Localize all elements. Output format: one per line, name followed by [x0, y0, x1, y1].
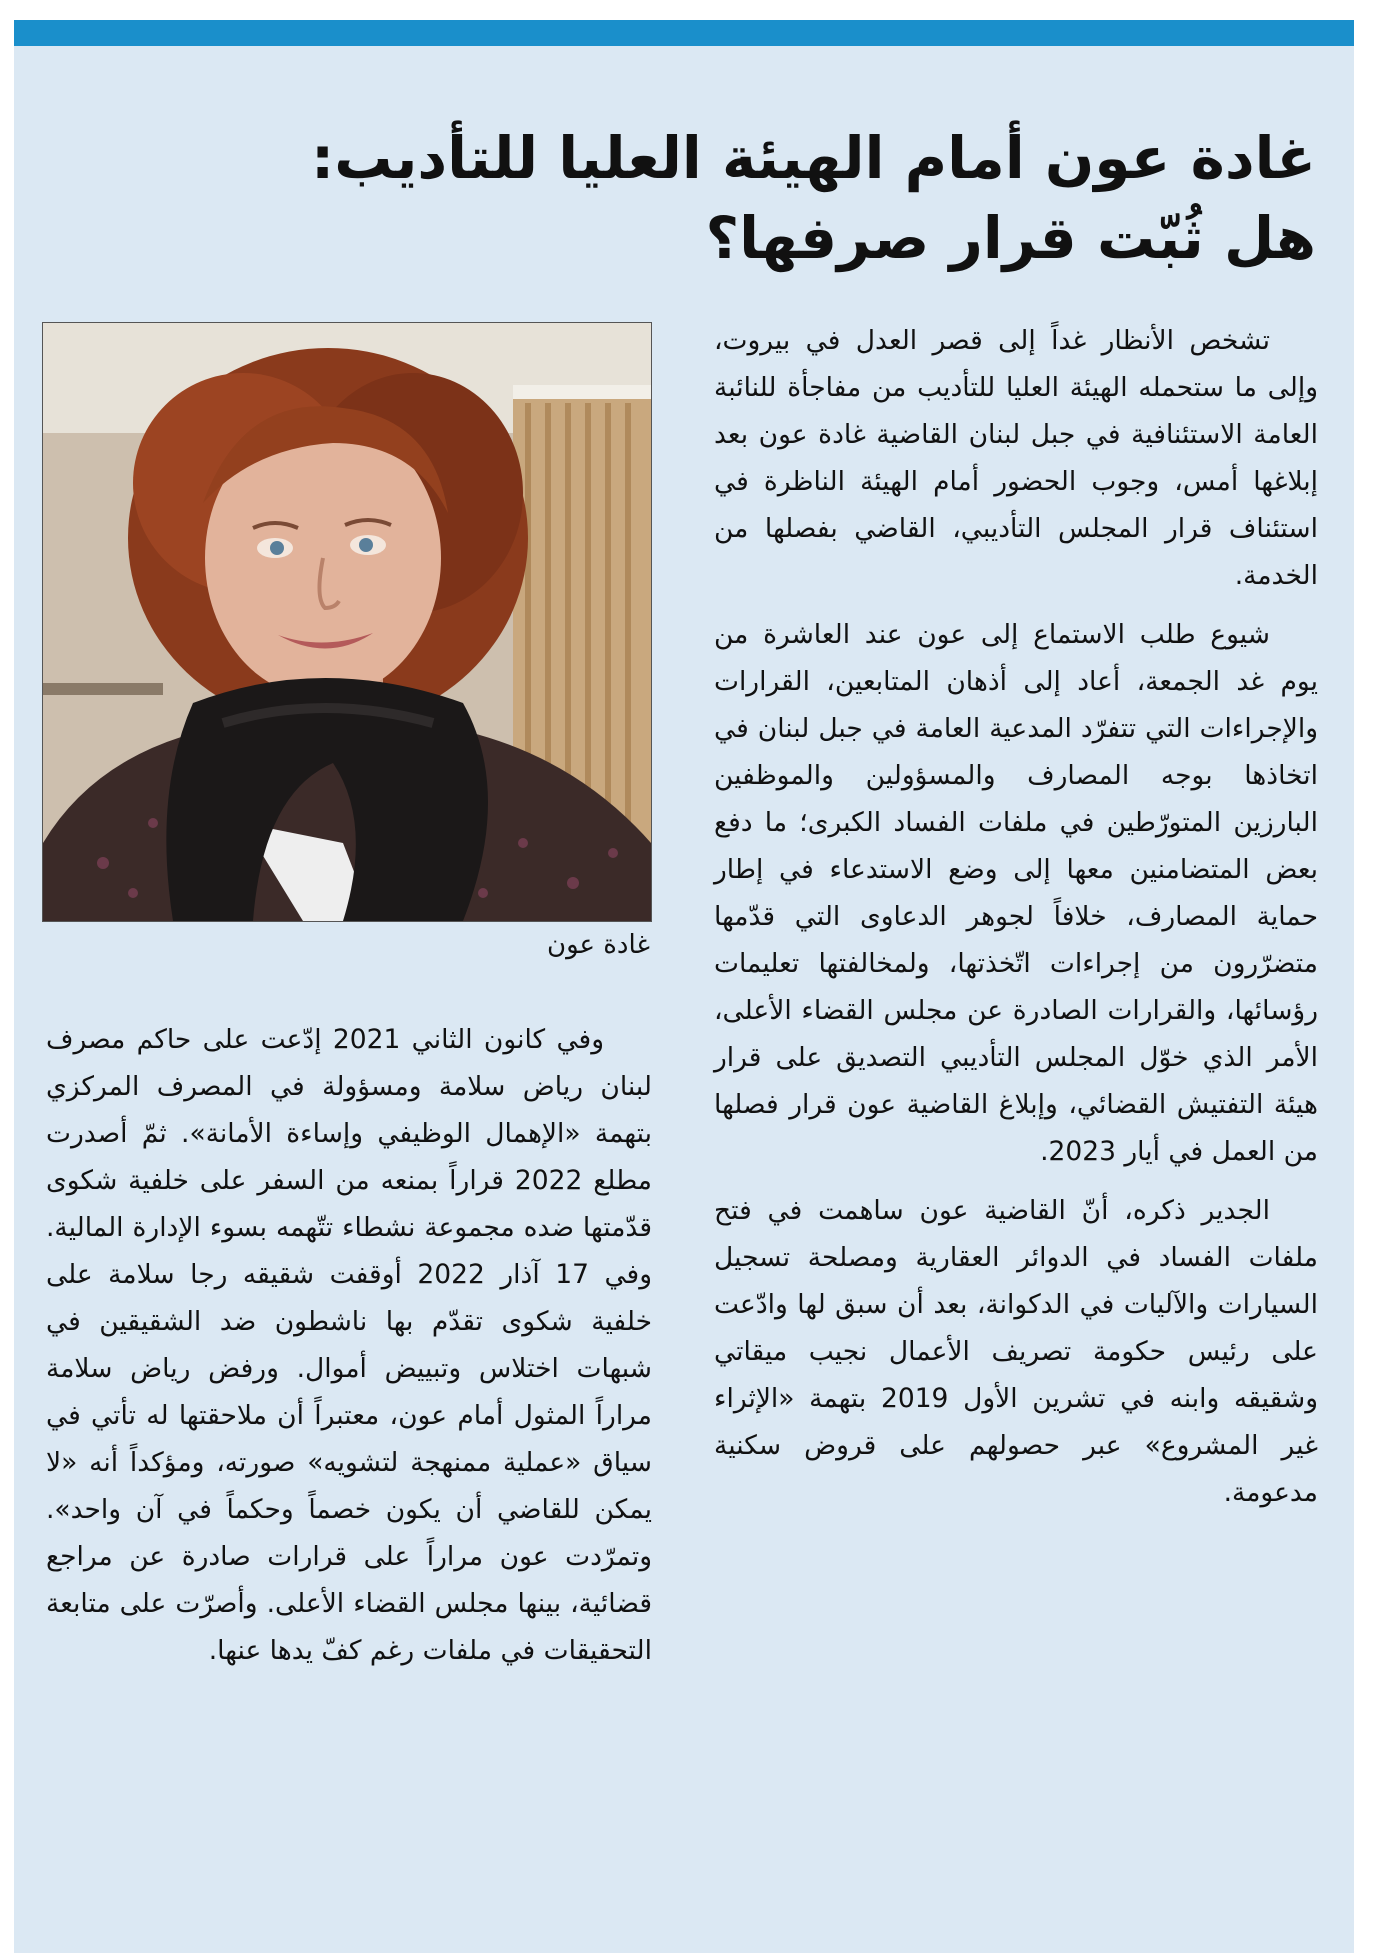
headline-line-1: غادة عون أمام الهيئة العليا للتأديب: — [311, 124, 1316, 192]
top-accent-bar — [14, 20, 1354, 46]
article-paragraph-2: شيوع طلب الاستماع إلى عون عند العاشرة من يوم غد الجمعة، أعاد إلى أذهان المتابعين، القرارات والإجراءات التي تتفرّد المدعية العامة في جبل لبنان في اتخاذها بوجه المصارف والمسؤولين والموظفين البارزين المتورّطين في ملفات الفساد الكبرى؛ ما دفع بعض المتضامنين معها إلى وضع الاستدعاء في إطار حماية المصارف، خلافاً لجوهر الدعاوى التي قدّمها متضرّرون من إجراءات اتّخذتها، ولمخالفتها تعليمات رؤسائها، والقرارات الصادرة عن مجلس القضاء الأعلى، الأمر الذي خوّل المجلس التأديبي التصديق على قرار هيئة التفتيش القضائي، وإبلاغ القاضية عون قرار فصلها من العمل في أيار 2023. — [714, 619, 1318, 1167]
article-paragraph-4: وفي كانون الثاني 2021 إدّعت على حاكم مصرف لبنان رياض سلامة ومسؤولة في المصرف المركزي بتهمة «الإهمال الوظيفي وإساءة الأمانة». ثمّ أصدرت مطلع 2022 قراراً بمنعه من السفر على خلفية شكوى قدّمتها ضده مجموعة نشطاء تتّهمه بسوء الإدارة المالية. وفي 17 آذار 2022 أوقفت شقيقه رجا سلامة على خلفية شكوى تقدّم بها ناشطون ضد الشقيقين في شبهات اختلاس وتبييض أموال. ورفض رياض سلامة مراراً المثول أمام عون، معتبراً أن ملاحقتها له تأتي في سياق «عملية ممنهجة لتشويه» صورته، ومؤكداً أنه «لا يمكن للقاضي أن يكون خصماً وحكماً في آن واحد». وتمرّدت عون مراراً على قرارات صادرة عن مراجع قضائية، بينها مجلس القضاء الأعلى. وأصرّت على متابعة التحقيقات في ملفات رغم كفّ يدها عنها. — [46, 1024, 653, 1666]
headline — [116, 118, 1316, 278]
article-paragraph-1: تشخص الأنظار غداً إلى قصر العدل في بيروت، وإلى ما ستحمله الهيئة العليا للتأديب من مفاجأة للنائبة العامة الاستئنافية في جبل لبنان القاضية غادة عون بعد إبلاغها أمس، وجوب الحضور أمام الهيئة الناظرة في استئناف قرار المجلس التأديبي، القاضي بفصلها من الخدمة. — [714, 325, 1318, 591]
article-column-right — [714, 317, 1318, 1516]
photo-caption: غادة عون — [546, 930, 650, 960]
portrait-illustration — [43, 323, 651, 921]
article-column-left — [46, 1016, 652, 1674]
article-paragraph-3: الجدير ذكره، أنّ القاضية عون ساهمت في فتح ملفات الفساد في الدوائر العقارية ومصلحة تسجيل السيارات والآليات في الدكوانة، بعد أن سبق لها وادّعت على رئيس حكومة تصريف الأعمال نجيب ميقاتي وشقيقه وابنه في تشرين الأول 2019 بتهمة «الإثراء غير المشروع» عبر حصولهم على قروض سكنية مدعومة. — [714, 1195, 1318, 1508]
portrait-photo — [42, 322, 652, 922]
headline-line-2: هل ثُبّت قرار صرفها؟ — [705, 204, 1316, 272]
